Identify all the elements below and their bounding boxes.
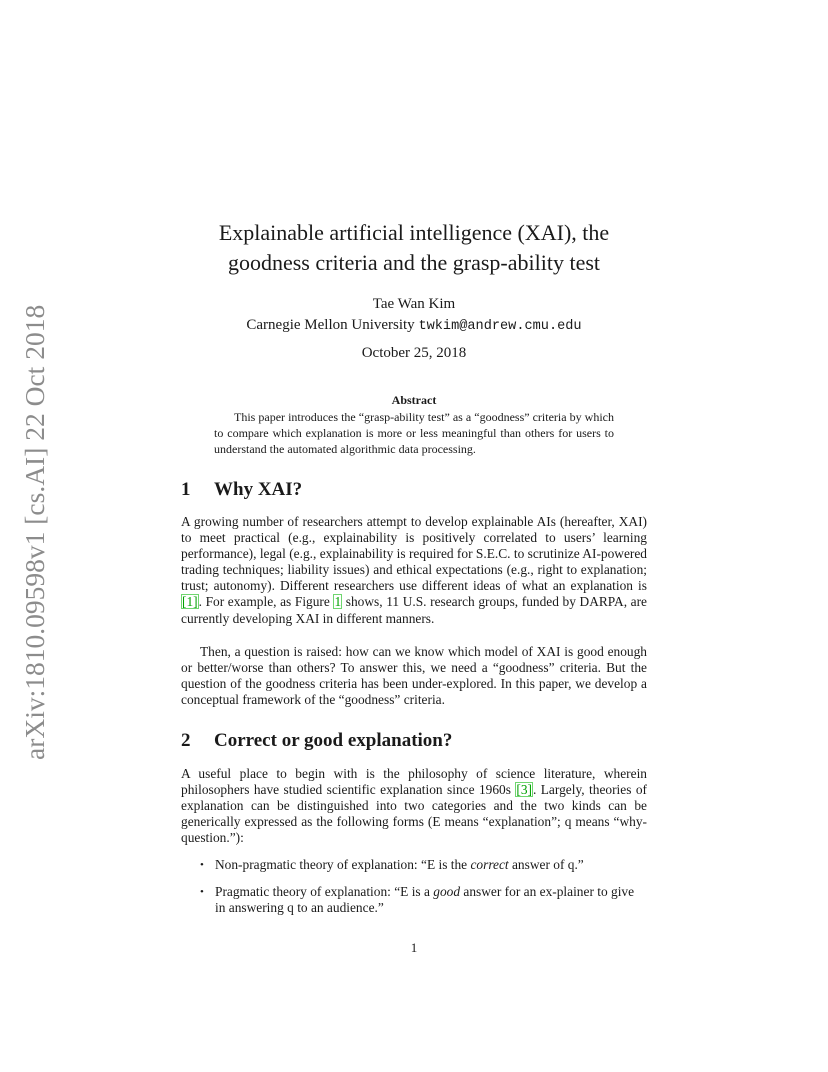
title-line-1: Explainable artificial intelligence (XAI), the (218, 220, 610, 245)
abstract-text: This paper introduces the “grasp-ability test” as a “goodness” criteria by which to compare which explanation is more or less meaningful than others for users to understand the automated algorithmic data processing. (214, 410, 614, 456)
section-1-paragraph-1: A growing number of researchers attempt to develop explainable AIs (hereafter, XAI) to meet practical (e.g., explainability is positively correlated to users’ learning performance), legal (e.g., explainability is required for S.E.C. to scrutinize AI-powered trading techniques; liability issues) and ethical expectations (e.g., right to explanation; trust; autonomy). Different researchers use different ideas of what an explanation is [1]. For example, as Figure 1 shows, 11 U.S. research groups, funded by DARPA, are currently developing XAI in different manners. (181, 514, 647, 626)
page-number: 1 (410, 940, 418, 955)
section-2-title: Correct or good explanation? (214, 730, 453, 751)
section-1-number: 1 (181, 479, 191, 500)
bullet-icon: • (200, 859, 204, 871)
list-item: • Non-pragmatic theory of explanation: “E is the correct answer of q.” (200, 857, 584, 872)
author-name: Tae Wan Kim (372, 296, 456, 312)
abstract-heading: Abstract (391, 393, 437, 407)
bullet-icon: • (200, 886, 204, 899)
figure-link-1[interactable]: 1 (334, 594, 342, 610)
bullet-list (200, 857, 647, 927)
section-1-paragraph-2: Then, a question is raised: how can we know which model of XAI is good enough or better/worse than others? To answer this, we need a “goodness” criteria. But the question of the goodness criteria has been under-explored. In this paper, we develop a conceptual framework of the “goodness” criteria. (181, 644, 647, 708)
citation-link-1[interactable]: [1] (182, 594, 198, 610)
section-2-number: 2 (181, 730, 191, 751)
section-1-heading (181, 479, 302, 501)
author-email[interactable]: twkim@andrew.cmu.edu (418, 319, 582, 334)
paper-date: October 25, 2018 (361, 345, 467, 361)
author-block (150, 294, 678, 337)
section-2-heading (181, 730, 452, 752)
citation-link-3[interactable]: [3] (516, 782, 532, 798)
arxiv-stamp: arXiv:1810.09598v1 [cs.AI] 22 Oct 2018 (19, 304, 50, 760)
list-item: • Pragmatic theory of explanation: “E is a good answer for an ex-plainer to give in answering q to an audience.” (200, 884, 635, 916)
paper-title (150, 218, 678, 278)
author-affiliation: Carnegie Mellon University (246, 317, 415, 333)
section-2-paragraph-1: A useful place to begin with is the philosophy of science literature, wherein philosophers have studied scientific explanation since 1960s [3]. Largely, theories of explanation can be distinguished into two categories and the two kinds can be generically expressed as the following forms (E means “explanation”; q means “why-question.”): (181, 766, 647, 846)
arxiv-sidebar (19, 304, 50, 790)
title-line-2: goodness criteria and the grasp-ability test (227, 250, 601, 275)
section-1-title: Why XAI? (214, 479, 303, 500)
